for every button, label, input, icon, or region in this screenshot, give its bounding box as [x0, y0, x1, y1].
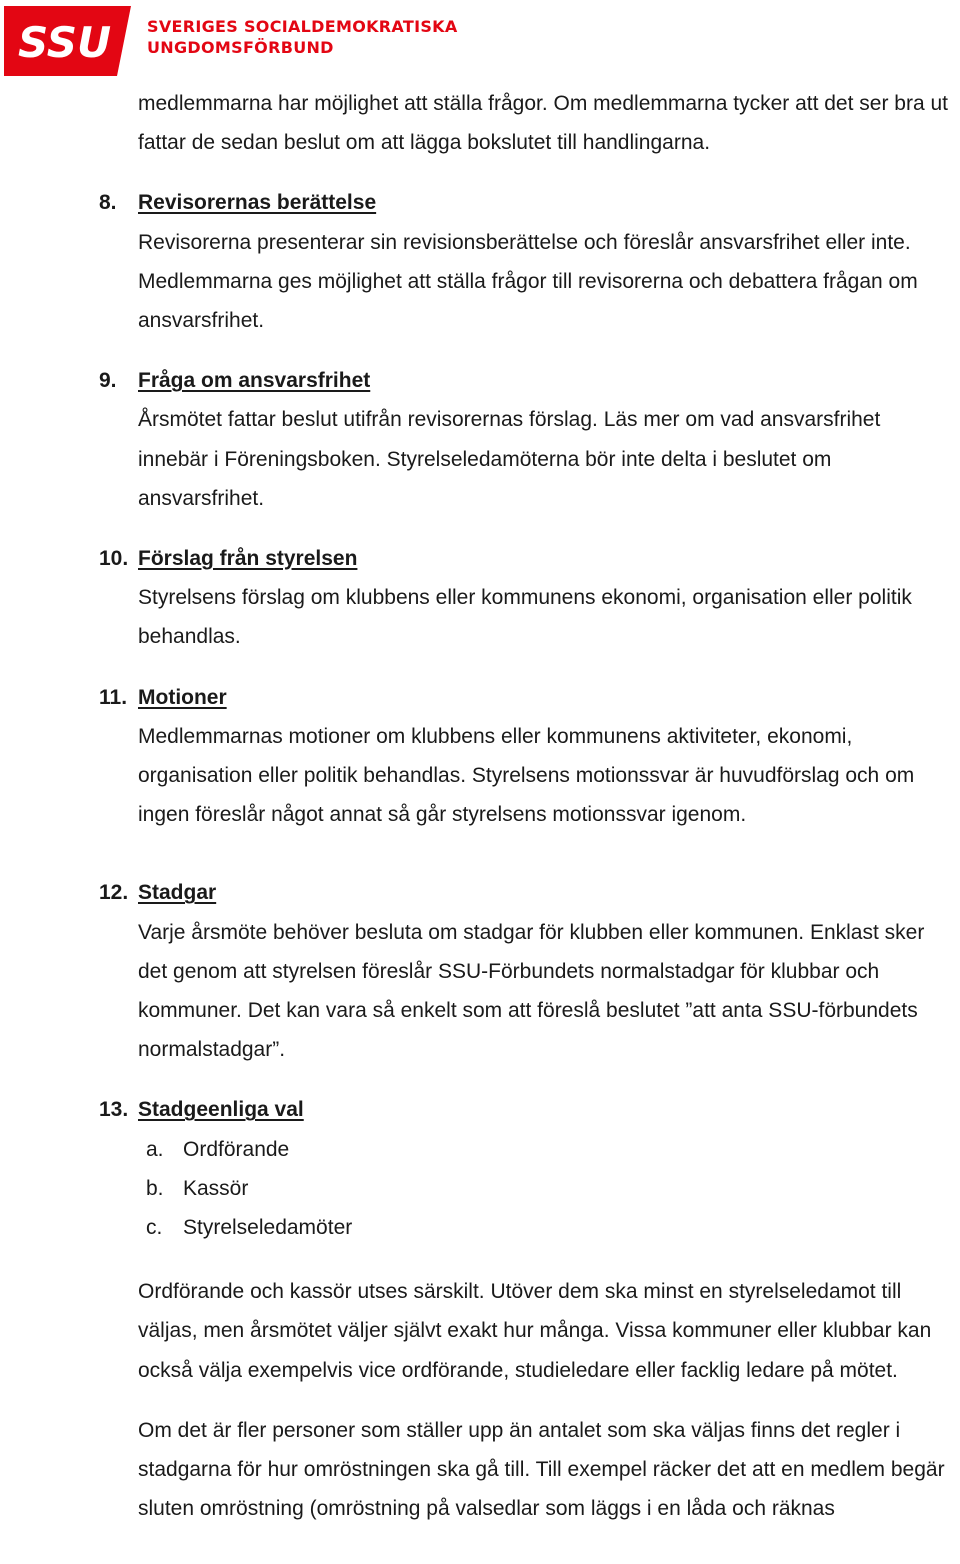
- page-header: [0, 0, 960, 80]
- section-number: 10.: [99, 547, 129, 571]
- section-number: 9.: [99, 369, 117, 393]
- ssu-logo-mark: [4, 6, 131, 76]
- section-11: [0, 678, 960, 835]
- section-title: Förslag från styrelsen: [138, 547, 358, 571]
- list-item-letter: a.: [146, 1137, 164, 1161]
- list-item-text: Styrelseledamöter: [183, 1216, 353, 1240]
- section-9: [0, 361, 960, 518]
- list-item-text: Ordförande: [183, 1137, 290, 1161]
- organization-name-line-1: SVERIGES SOCIALDEMOKRATISKA: [147, 17, 458, 36]
- logo-text: SSU: [18, 18, 112, 67]
- list-item-letter: c.: [146, 1216, 163, 1240]
- list-item: [138, 1208, 956, 1247]
- section-body: Revisorerna presenterar sin revisionsberättelse och föreslår ansvarsfrihet eller inte. Medlemmarna ges möjlighet att ställa frågor till revisorerna och debattera frågan om ansvarsfrihet.: [138, 230, 918, 333]
- section-title: Stadgeenliga val: [138, 1098, 304, 1122]
- section-10: [0, 539, 960, 657]
- outro-paragraph-2: Om det är fler personer som ställer upp än antalet som ska väljas finns det regler i stadgarna för hur omröstningen ska gå till. Till exempel räcker det att en medlem begär sluten omröstning (omröstning på valsedlar som läggs i en låda och räknas: [138, 1418, 945, 1521]
- list-item: [138, 1169, 956, 1208]
- list-item: [138, 1130, 956, 1169]
- section-number: 11.: [99, 685, 128, 709]
- organization-name: [147, 16, 458, 58]
- list-item-letter: b.: [146, 1176, 164, 1200]
- section-number: 8.: [99, 191, 117, 215]
- section-body: Styrelsens förslag om klubbens eller kommunens ekonomi, organisation eller politik behandlas.: [138, 586, 912, 649]
- section-8: [0, 183, 960, 340]
- section-title: Stadgar: [138, 881, 217, 905]
- section-13: [0, 1090, 960, 1247]
- section-number: 13.: [99, 1098, 129, 1122]
- document-body: [0, 84, 960, 1529]
- section-title: Fråga om ansvarsfrihet: [138, 369, 371, 393]
- ssu-logo: [4, 6, 131, 76]
- outro-paragraph-1: Ordförande och kassör utses särskilt. Utöver dem ska minst en styrelseledamot till väljas, men årsmötet väljer självt exakt hur många. Vissa kommuner eller klubbar kan också välja exempelvis vice ordförande, studieledare eller facklig ledare på mötet.: [138, 1280, 932, 1382]
- election-list: [138, 1130, 956, 1248]
- organization-name-line-2: UNGDOMSFÖRBUND: [147, 38, 334, 57]
- section-12: [0, 873, 960, 1069]
- intro-paragraph: medlemmarna har möjlighet att ställa frågor. Om medlemmarna tycker att det ser bra ut fattar de sedan beslut om att lägga bokslutet till handlingarna.: [138, 92, 948, 155]
- section-body: Medlemmarnas motioner om klubbens eller kommunens aktiviteter, ekonomi, organisation eller politik behandlas. Styrelsens motionssvar är huvudförslag och om ingen föreslår något annat så går styrelsens motionssvar igenom.: [138, 724, 915, 827]
- section-body: Årsmötet fattar beslut utifrån revisorernas förslag. Läs mer om vad ansvarsfrihet innebär i Föreningsboken. Styrelseledamöterna bör inte delta i beslutet om ansvarsfrihet.: [138, 408, 881, 510]
- section-body: Varje årsmöte behöver besluta om stadgar för klubben eller kommunen. Enklast sker det genom att styrelsen föreslår SSU-Förbundets normalstadgar för klubbar och kommuner. Det kan vara så enkelt som att föreslå beslutet ”att anta SSU-förbundets normalstadgar”.: [138, 920, 925, 1062]
- section-title: Motioner: [138, 685, 227, 709]
- section-title: Revisorernas berättelse: [138, 191, 377, 215]
- section-number: 12.: [99, 881, 129, 905]
- list-item-text: Kassör: [183, 1176, 249, 1200]
